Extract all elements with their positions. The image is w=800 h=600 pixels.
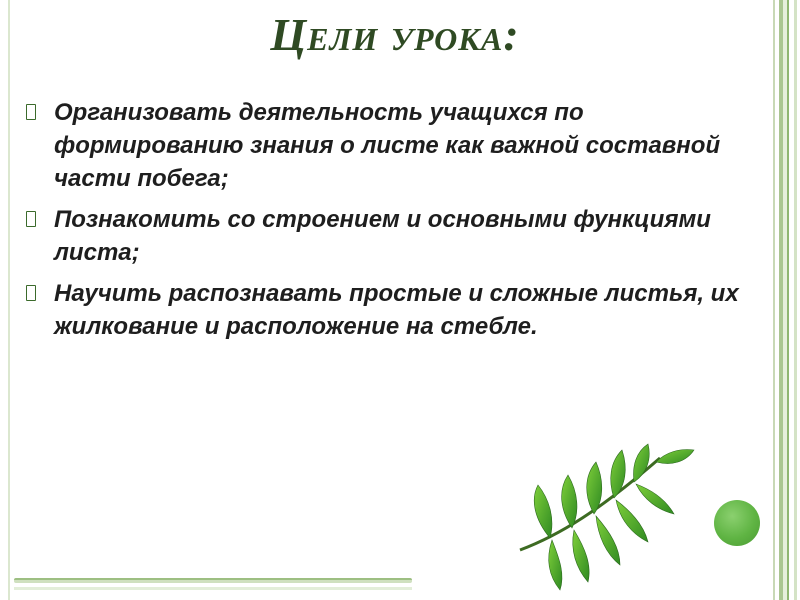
bottom-rule xyxy=(14,578,412,583)
goal-item xyxy=(24,203,754,269)
slide-title: Цели урока: xyxy=(270,9,520,60)
goal-item xyxy=(24,96,754,195)
square-bullet-icon xyxy=(26,285,36,301)
bottom-rule-shadow xyxy=(14,587,412,590)
fern-leaf-image xyxy=(510,440,700,600)
green-circle-decoration xyxy=(714,500,760,546)
left-frame-decoration xyxy=(0,0,14,600)
goal-text: Организовать деятельность учащихся по формированию знания о листе как важной составной части побега; xyxy=(54,99,721,192)
goal-text: Научить распознавать простые и сложные листья, их жилкование и расположение на стебле. xyxy=(54,280,739,340)
square-bullet-icon xyxy=(26,104,36,120)
goal-text: Познакомить со строением и основными функциями листа; xyxy=(54,206,711,266)
goal-item xyxy=(24,277,754,343)
goals-list xyxy=(24,96,754,351)
right-frame-decoration xyxy=(770,0,800,600)
square-bullet-icon xyxy=(26,211,36,227)
